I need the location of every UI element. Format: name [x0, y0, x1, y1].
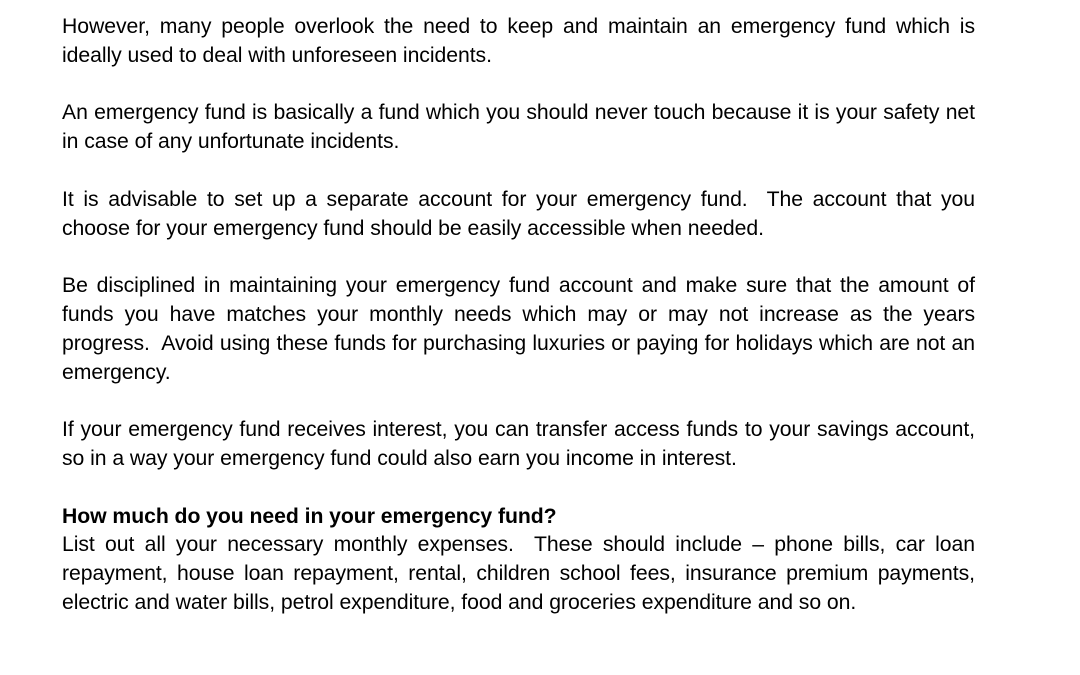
- paragraph-interest-transfer: If your emergency fund receives interest, you can transfer access funds to your savings account, so in a way your emergency fund could also earn you income in interest.: [62, 418, 981, 470]
- paragraph-emergency-fund-overlooked: However, many people overlook the need to keep and maintain an emergency fund which is ideally used to deal with unforeseen incidents.: [62, 15, 981, 67]
- heading-how-much-do-you-need: How much do you need in your emergency fund?: [62, 504, 557, 528]
- paragraph-separate-account-advice: It is advisable to set up a separate account for your emergency fund. The account that you choose for your emergency fund should be easily accessible when needed.: [62, 187, 981, 240]
- section-how-much-needed: [62, 503, 981, 618]
- paragraph-emergency-fund-definition: An emergency fund is basically a fund which you should never touch because it is your safety net in case of any unfortunate incidents.: [62, 101, 981, 154]
- document-text-column: [62, 13, 981, 618]
- paragraph-list-monthly-expenses: List out all your necessary monthly expenses. These should include – phone bills, car loan repayment, house loan repayment, rental, children school fees, insurance premium payments, electric and water bills, petrol expenditure, food and groceries expenditure and so on.: [62, 533, 981, 614]
- paragraph-discipline-maintaining-fund: Be disciplined in maintaining your emergency fund account and make sure that the amount of funds you have matches your monthly needs which may or may not increase as the years progress. Avoid using these funds for purchasing luxuries or paying for holidays which are not an emergency.: [62, 274, 981, 384]
